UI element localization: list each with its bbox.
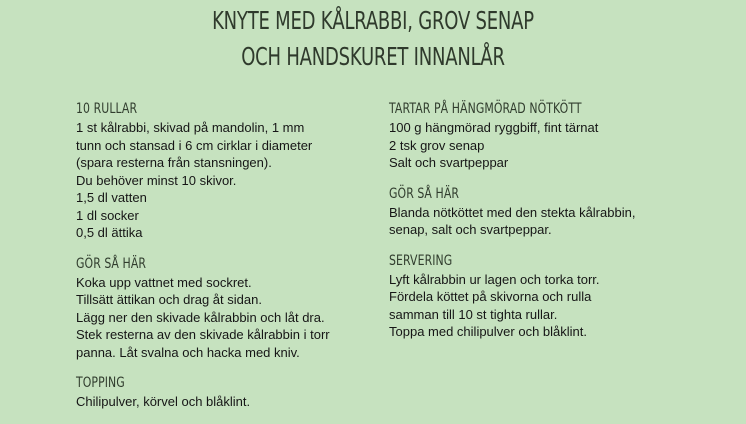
tartar-method-section — [389, 185, 719, 239]
ingredient-line: 1,5 dl vatten — [76, 190, 147, 205]
tartar-line: Salt och svartpeppar — [389, 155, 509, 170]
ingredients-heading: 10 RULLAR — [76, 101, 138, 117]
tartar-section — [389, 100, 719, 172]
serving-line: Fördela köttet på skivorna och rulla — [389, 289, 592, 304]
method-line: Tillsätt ättikan och drag åt sidan. — [76, 292, 262, 307]
tartar-heading: TARTAR PÅ HÄNGMÖRAD NÖTKÖTT — [389, 101, 582, 117]
ingredient-line: 1 dl socker — [76, 207, 139, 223]
tartar-line: 100 g hängmörad ryggbiff, fint tärnat — [389, 120, 599, 135]
method-line: Lägg ner den skivade kålrabbin och låt dra. — [76, 309, 325, 325]
recipe-title-line-2: OCH HANDSKURET INNANLÅR — [241, 42, 505, 71]
method-line: Stek resterna av den skivade kålrabbin i torr — [76, 327, 330, 342]
method-line: panna. Låt svalna och hacka med kniv. — [76, 344, 300, 360]
ingredient-line: (spara resterna från stansningen). — [76, 155, 272, 170]
topping-section — [76, 374, 376, 411]
recipe-title-line-1: KNYTE MED KÅLRABBI, GROV SENAP — [212, 6, 534, 35]
method-line: Koka upp vattnet med sockret. — [76, 274, 252, 290]
method-heading: GÖR SÅ HÄR — [76, 255, 147, 272]
tartar-method-heading: GÖR SÅ HÄR — [389, 185, 460, 202]
tartar-line: 2 tsk grov senap — [389, 137, 485, 153]
tartar-method-line: senap, salt och svartpeppar. — [389, 222, 552, 237]
left-column — [76, 100, 376, 424]
ingredients-section — [76, 100, 376, 242]
method-section — [76, 255, 376, 362]
topping-line: Chilipulver, körvel och blåklint. — [76, 394, 251, 409]
ingredient-line: tunn och stansad i 6 cm cirklar i diameter — [76, 137, 313, 153]
serving-section — [389, 252, 719, 341]
topping-heading: TOPPING — [76, 375, 125, 391]
serving-line: samman till 10 st tighta rullar. — [389, 306, 558, 322]
serving-line: Lyft kålrabbin ur lagen och torka torr. — [389, 271, 600, 287]
ingredient-line: Du behöver minst 10 skivor. — [76, 172, 237, 188]
ingredient-line: 0,5 dl ättika — [76, 225, 143, 240]
serving-heading: SERVERING — [389, 252, 453, 269]
ingredient-line: 1 st kålrabbi, skivad på mandolin, 1 mm — [76, 120, 305, 135]
serving-line: Toppa med chilipulver och blåklint. — [389, 324, 587, 339]
right-column — [389, 100, 719, 354]
tartar-method-line: Blanda nötköttet med den stekta kålrabbin, — [389, 204, 636, 220]
